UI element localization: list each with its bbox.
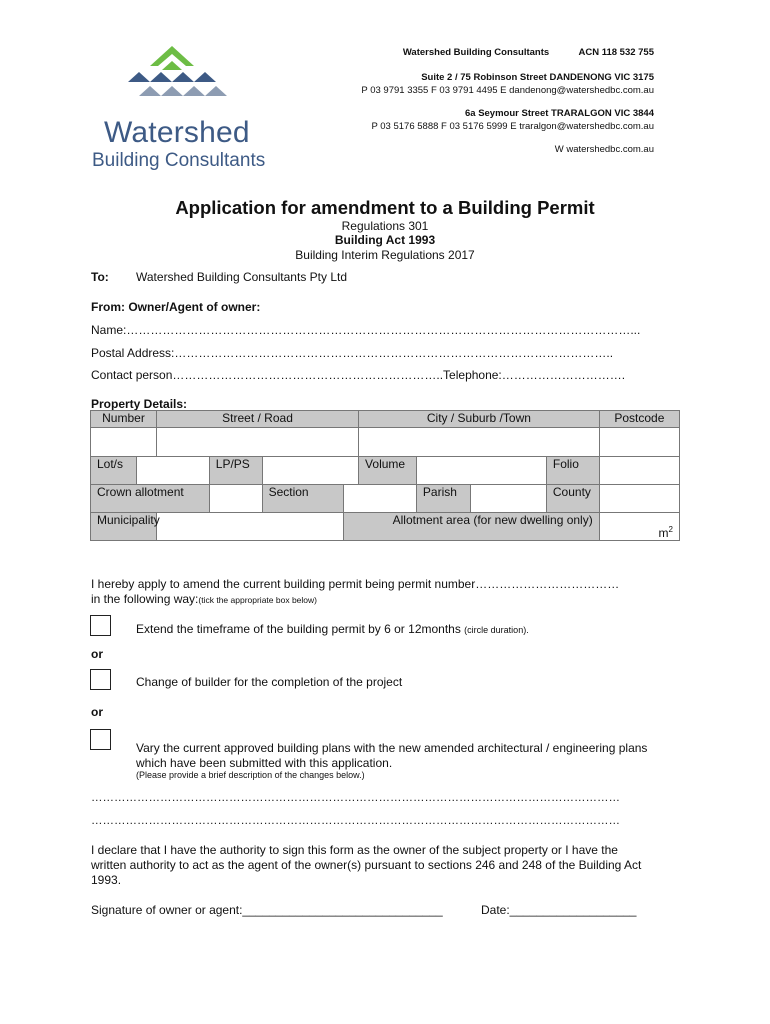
number-input[interactable] <box>91 428 157 457</box>
parish-label: Parish <box>416 485 470 513</box>
declaration-line-3: 1993. <box>91 873 122 887</box>
option-vary-note: (Please provide a brief description of the changes below.) <box>136 770 365 780</box>
building-act-line: Building Act 1993 <box>334 233 436 247</box>
contact-telephone-field[interactable]: Contact person…………………………………………………………..Telephone:…………………………. <box>91 368 626 382</box>
header-street: Street / Road <box>156 411 358 428</box>
lots-input[interactable] <box>136 457 209 485</box>
office1-address: Suite 2 / 75 Robinson Street DANDENONG VIC 3175 <box>421 72 654 83</box>
apply-line[interactable]: I hereby apply to amend the current building permit being permit number……………………………… <box>91 577 620 591</box>
street-input[interactable] <box>156 428 358 457</box>
page-title: Application for amendment to a Building Permit <box>175 197 595 218</box>
county-input[interactable] <box>599 485 679 513</box>
interim-regulations-line: Building Interim Regulations 2017 <box>295 248 475 262</box>
brand-tagline: Building Consultants <box>92 150 266 171</box>
apply-way-note: (tick the appropriate box below) <box>198 595 317 605</box>
crown-allotment-input[interactable] <box>209 485 262 513</box>
signature-field[interactable]: Signature of owner or agent:______________________________ <box>91 903 443 917</box>
apply-way-text: in the following way: <box>91 592 199 606</box>
municipality-input[interactable] <box>156 513 343 541</box>
postal-address-field[interactable]: Postal Address:……………………………………………………………………………………………….. <box>91 346 614 360</box>
folio-input[interactable] <box>599 457 679 485</box>
section-input[interactable] <box>343 485 416 513</box>
header-postcode: Postcode <box>599 411 679 428</box>
office2-address: 6a Seymour Street TRARALGON VIC 3844 <box>464 108 654 119</box>
description-line-2[interactable]: ………………………………………………………………………………………………………………………… <box>91 815 620 827</box>
brand-name: Watershed <box>104 116 250 149</box>
section-label: Section <box>262 485 343 513</box>
allotment-area-input[interactable] <box>599 513 679 541</box>
change-builder-checkbox[interactable] <box>90 669 111 690</box>
municipality-label: Municipality <box>91 513 157 541</box>
lpps-label: LP/PS <box>209 457 262 485</box>
apply-way-line <box>91 592 317 606</box>
office1-contact: P 03 9791 3355 F 03 9791 4495 E dandenong@watershedbc.com.au <box>361 85 654 96</box>
name-field[interactable]: Name:………………………………………………………………………………………………………………... <box>91 323 641 337</box>
header-number: Number <box>91 411 157 428</box>
company-name: Watershed Building Consultants <box>402 47 550 58</box>
volume-label: Volume <box>359 457 417 485</box>
option-vary-text2: which have been submitted with this application. <box>136 756 393 770</box>
watershed-logo-icon <box>128 42 228 116</box>
allotment-area-label: Allotment area (for new dwelling only) <box>343 513 599 541</box>
lpps-input[interactable] <box>262 457 358 485</box>
parish-input[interactable] <box>470 485 546 513</box>
declaration-line-2: written authority to act as the agent of the owner(s) pursuant to sections 246 and 248 of the Building Act <box>91 858 642 872</box>
property-details-table <box>90 410 680 541</box>
folio-label: Folio <box>546 457 599 485</box>
property-details-heading: Property Details: <box>91 397 188 411</box>
date-field[interactable]: Date:___________________ <box>481 903 637 917</box>
vary-plans-checkbox[interactable] <box>90 729 111 750</box>
area-unit: m <box>658 526 669 540</box>
extend-timeframe-checkbox[interactable] <box>90 615 111 636</box>
web-address: W watershedbc.com.au <box>554 144 654 155</box>
or-label-2: or <box>91 705 103 719</box>
description-line-1[interactable]: ………………………………………………………………………………………………………………………… <box>91 792 620 804</box>
acn: ACN 118 532 755 <box>578 47 654 58</box>
header-city: City / Suburb /Town <box>359 411 600 428</box>
office2-contact: P 03 5176 5888 F 03 5176 5999 E traralgon@watershedbc.com.au <box>371 121 654 132</box>
city-input[interactable] <box>359 428 600 457</box>
option-extend-note: (circle duration). <box>464 625 529 635</box>
declaration-line-1: I declare that I have the authority to sign this form as the owner of the subject property or I have the <box>91 843 618 857</box>
from-label: From: Owner/Agent of owner: <box>91 300 261 314</box>
option-extend <box>136 622 529 636</box>
lots-label: Lot/s <box>91 457 137 485</box>
to-value: Watershed Building Consultants Pty Ltd <box>136 270 348 284</box>
to-label: To: <box>91 270 109 284</box>
county-label: County <box>546 485 599 513</box>
volume-input[interactable] <box>416 457 546 485</box>
option-extend-text: Extend the timeframe of the building permit by 6 or 12months <box>136 622 465 636</box>
crown-allotment-label: Crown allotment <box>91 485 210 513</box>
regulations-line: Regulations 301 <box>341 219 429 233</box>
option-change-builder-text: Change of builder for the completion of the project <box>136 675 403 689</box>
or-label-1: or <box>91 647 103 661</box>
postcode-input[interactable] <box>599 428 679 457</box>
option-vary-text: Vary the current approved building plans with the new amended architectural / engineering plans <box>136 741 648 755</box>
header-company-line <box>403 47 654 58</box>
area-unit-exponent: 2 <box>668 525 673 534</box>
